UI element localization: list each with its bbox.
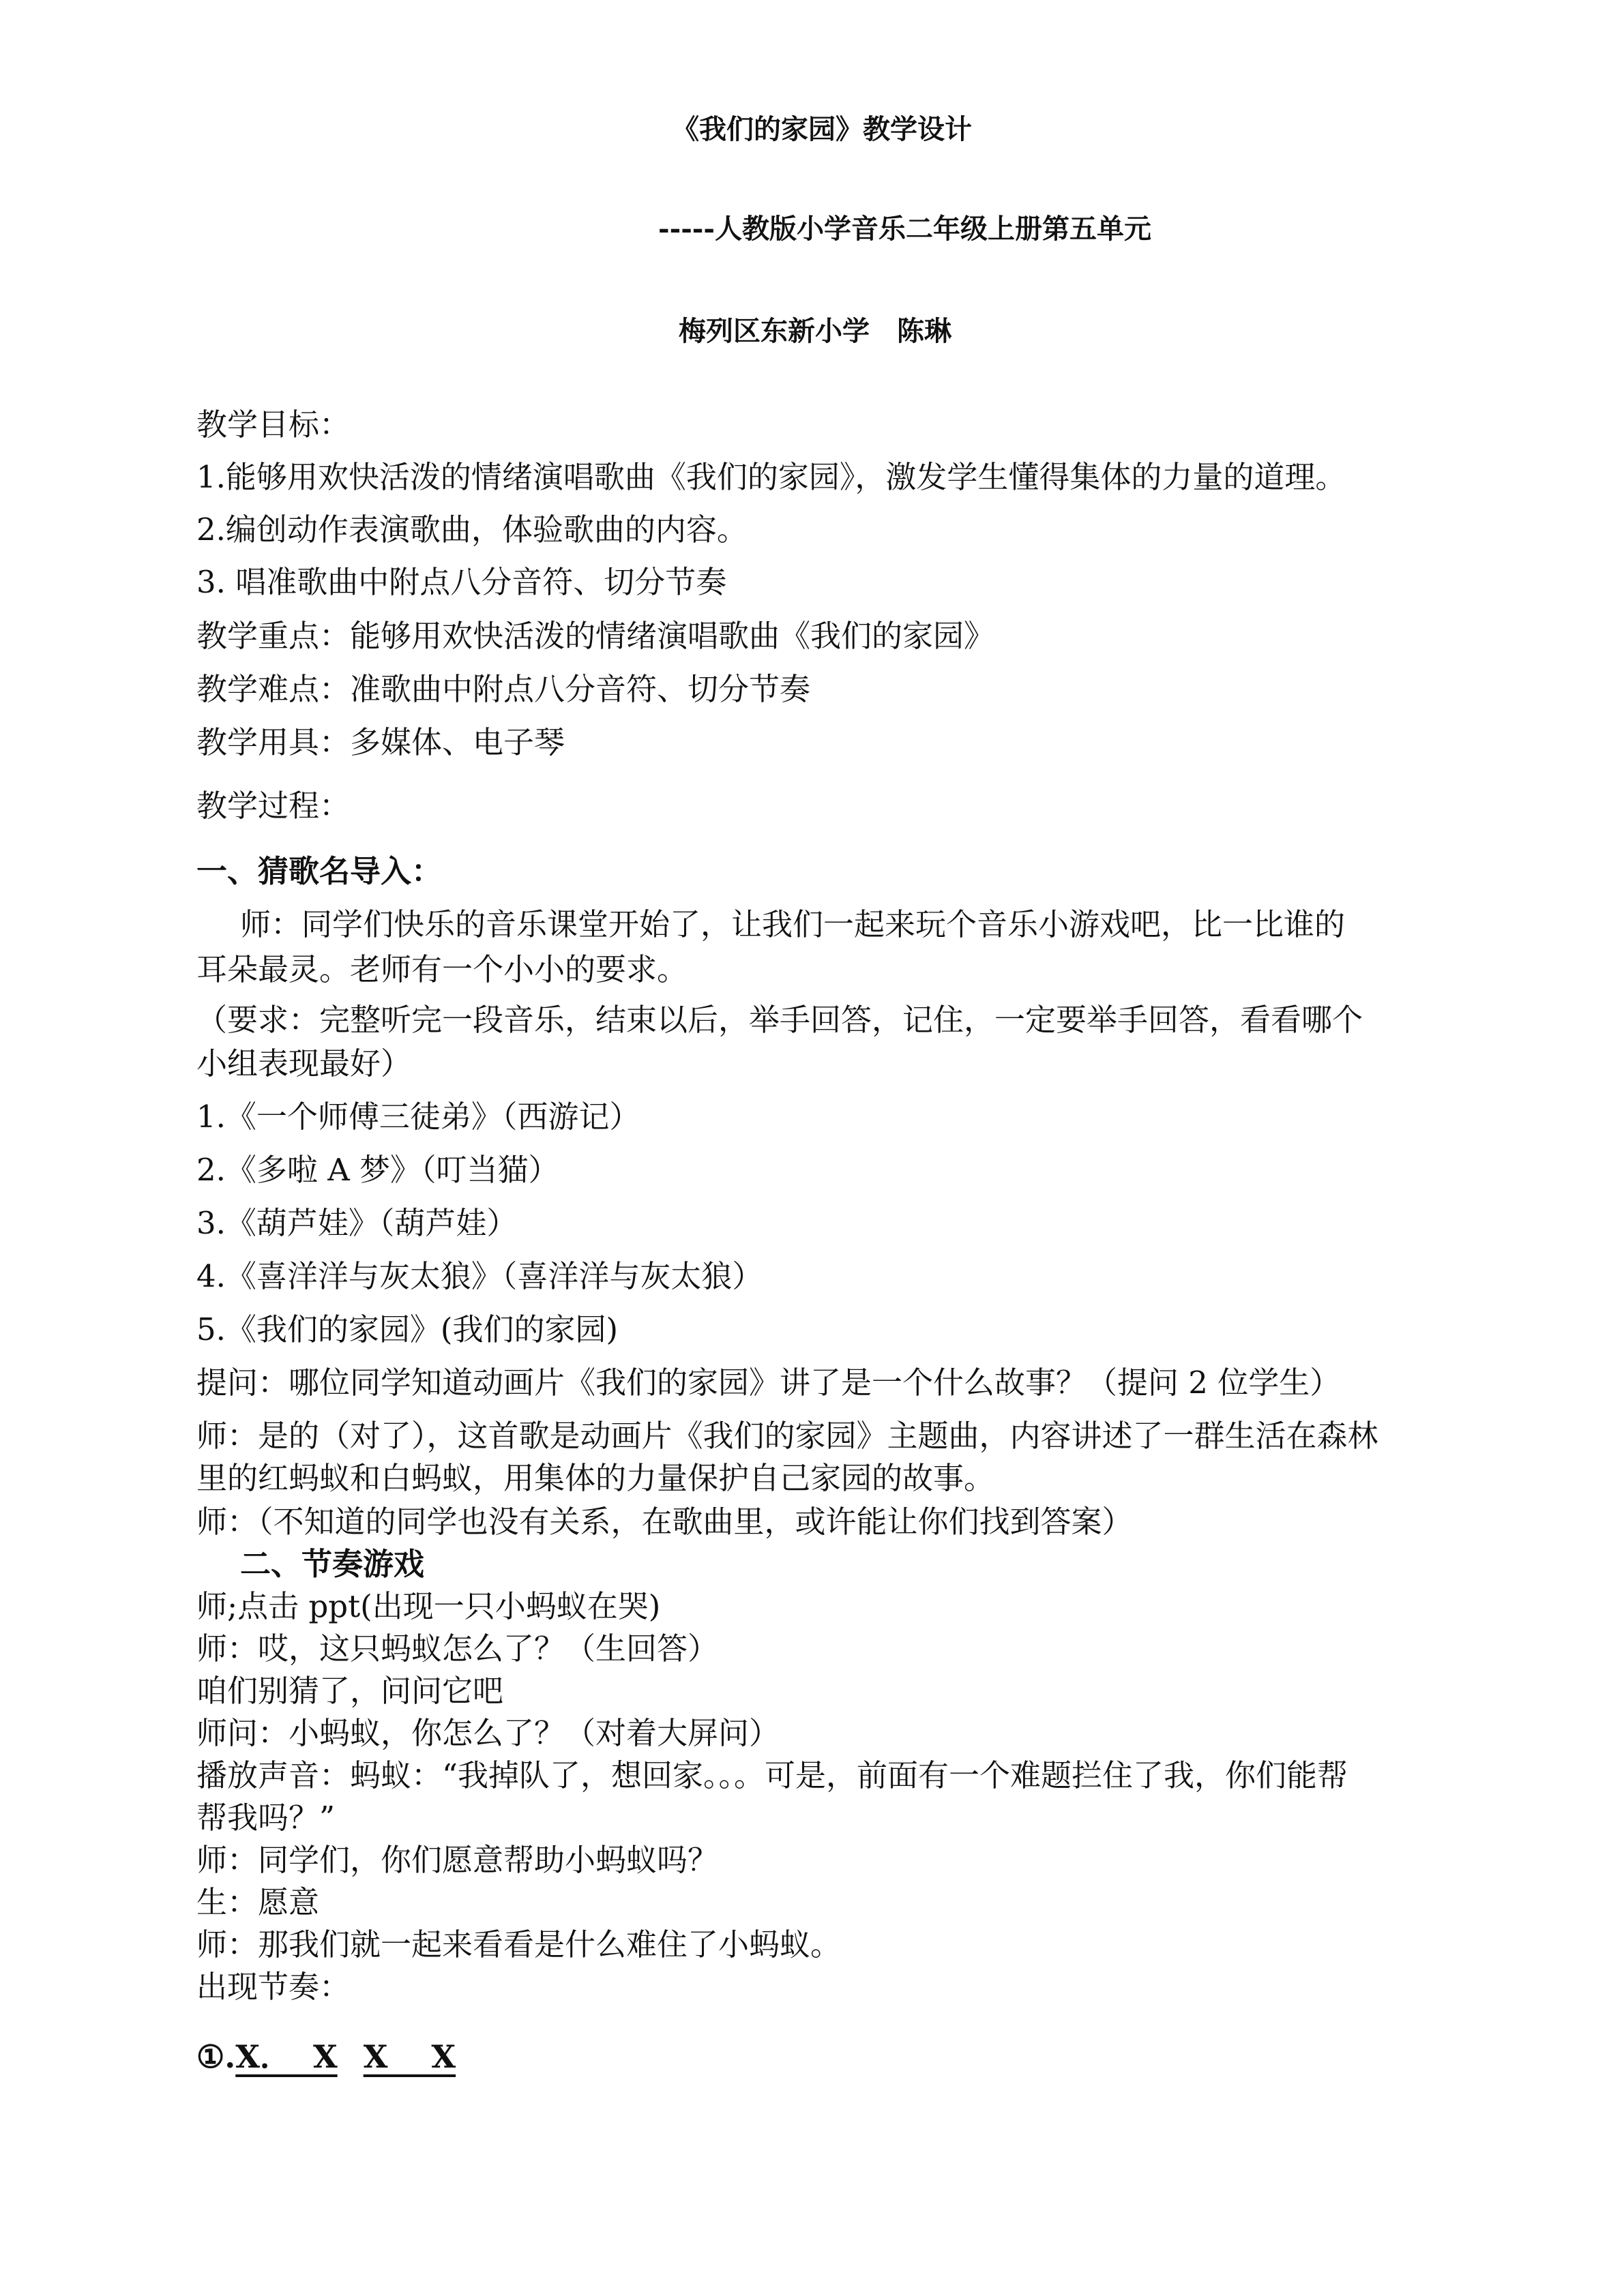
document-subtitle: -----人教版小学音乐二年级上册第五单元 — [658, 213, 1152, 245]
requirement-cont: 小组表现最好） — [196, 1045, 412, 1082]
process-heading: 教学过程： — [196, 788, 351, 824]
dialogue-line: 师：那我们就一起来看看是什么难住了小蚂蚁。 — [196, 1926, 842, 1963]
song-item: 4.《喜洋洋与灰太狼》（喜洋洋与灰太狼） — [196, 1258, 763, 1294]
song-item: 3.《葫芦娃》（葫芦娃） — [196, 1205, 518, 1241]
teacher-note: 师：（不知道的同学也没有关系，在歌曲里，或许能让你们找到答案） — [196, 1504, 1133, 1540]
song-item: 2.《多啦 A 梦》（叮当猫） — [196, 1152, 559, 1188]
dialogue-line: 播放声音：蚂蚁：“我掉队了，想回家。。。可是，前面有一个难题拦住了我，你们能帮 — [196, 1757, 1348, 1793]
rhythm-group-1: X． X — [235, 2038, 338, 2075]
objective-item: 1.能够用欢快活泼的情绪演唱歌曲《我们的家园》，激发学生懂得集体的力量的道理。 — [196, 459, 1346, 495]
teaching-tools: 教学用具：多媒体、电子琴 — [196, 724, 565, 760]
dialogue-line: 师;点击 ppt(出现一只小蚂蚁在哭) — [196, 1588, 661, 1624]
dialogue-line: 师：同学们，你们愿意帮助小蚂蚁吗？ — [196, 1842, 719, 1878]
dialogue-line: 出现节奏： — [196, 1969, 351, 2005]
dialogue-line: 咱们别猜了，问问它吧 — [196, 1673, 504, 1709]
section1-heading: 一、猜歌名导入： — [196, 853, 443, 889]
key-point: 教学重点：能够用欢快活泼的情绪演唱歌曲《我们的家园》 — [196, 618, 995, 654]
teacher-intro: 师：同学们快乐的音乐课堂开始了，让我们一起来玩个音乐小游戏吧，比一比谁的 — [240, 906, 1346, 942]
teacher-answer: 师：是的（对了），这首歌是动画片《我们的家园》主题曲，内容讲述了一群生活在森林 — [196, 1418, 1378, 1454]
question: 提问：哪位同学知道动画片《我们的家园》讲了是一个什么故事？（提问 2 位学生） — [196, 1365, 1341, 1401]
objective-item: 3. 唱准歌曲中附点八分音符、切分节奏 — [196, 564, 727, 600]
dialogue-line: 帮我吗？” — [196, 1800, 336, 1836]
rhythm-prefix: ①. — [196, 2038, 236, 2075]
requirement: （要求：完整听完一段音乐，结束以后，举手回答，记住，一定要举手回答，看看哪个 — [196, 1002, 1363, 1038]
dialogue-line: 生：愿意 — [196, 1884, 320, 1920]
difficulty: 教学难点：准歌曲中附点八分音符、切分节奏 — [196, 671, 811, 707]
document-title: 《我们的家园》教学设计 — [672, 113, 972, 145]
rhythm-pattern — [196, 2038, 456, 2076]
author-line: 梅列区东新小学 陈琳 — [679, 315, 951, 347]
rhythm-group-2: X X — [363, 2038, 456, 2075]
song-item: 5.《我们的家园》(我们的家园) — [196, 1311, 619, 1347]
section2-heading: 二、节奏游戏 — [240, 1546, 425, 1582]
teacher-intro-cont: 耳朵最灵。老师有一个小小的要求。 — [196, 951, 688, 987]
dialogue-line: 师问：小蚂蚁，你怎么了？（对着大屏问） — [196, 1715, 780, 1751]
teacher-answer-cont: 里的红蚂蚁和白蚂蚁，用集体的力量保护自己家园的故事。 — [196, 1460, 995, 1496]
dialogue-line: 师：哎，这只蚂蚁怎么了？（生回答） — [196, 1630, 719, 1667]
objectives-heading: 教学目标： — [196, 406, 351, 443]
objective-item: 2.编创动作表演歌曲，体验歌曲的内容。 — [196, 511, 748, 548]
song-item: 1.《一个师傅三徒弟》（西游记） — [196, 1099, 640, 1135]
